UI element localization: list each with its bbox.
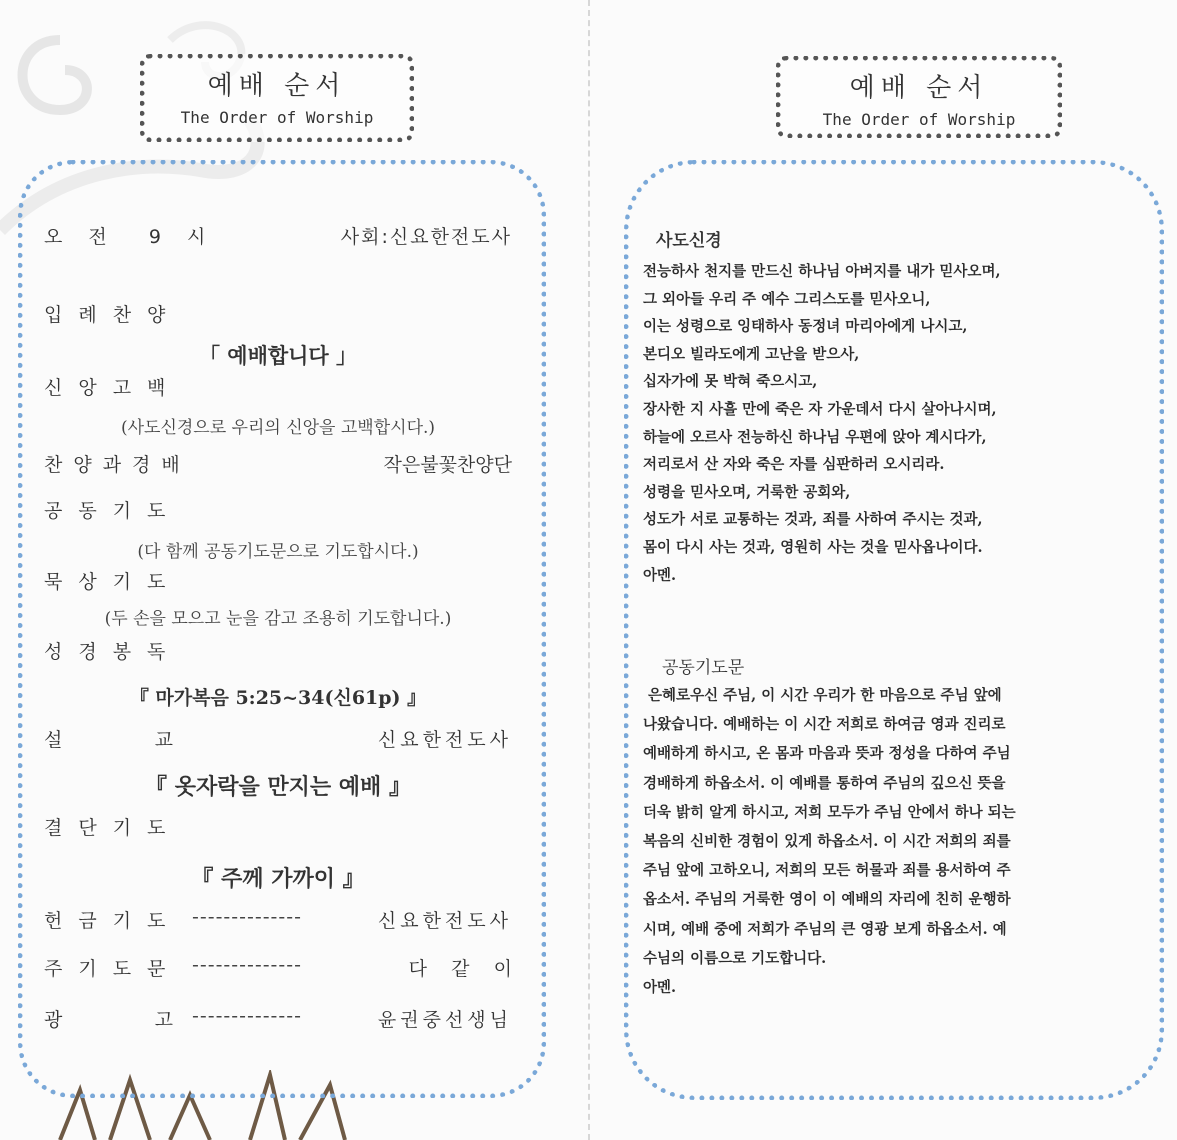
creed-line: 하늘에 오르사 전능하신 하나님 우편에 앉아 계시다가, [643,428,987,446]
sermon-row [44,725,512,752]
creed-line: 십자가에 못 박혀 죽으시고, [643,373,818,391]
creed-line: 전능하사 천지를 만드신 하나님 아버지를 내가 믿사오며, [643,263,1001,280]
common-prayer-text [643,681,1143,1002]
prayer-line: 더욱 밝히 알게 하시고, 저희 모두가 주님 안에서 하나 되는 [643,803,1016,821]
offering-leader: 신요한전도사 [377,910,512,932]
creed-row [44,373,512,400]
sermon-title: 『 옷자락을 만지는 예배 』 [145,774,411,800]
prayer-line: 은혜로우신 주님, 이 시간 우리가 한 마음으로 주님 앞에 [643,687,1002,704]
scripture-passage: 『 마가복음 5:25~34(신61p) 』 [129,687,427,709]
common-prayer-note: (다 함께 공동기도문으로 기도합시다.) [137,542,419,562]
prayer-line: 아멘. [643,979,677,997]
offering-label: 헌금기도 [44,910,182,932]
creed-line: 본디오 빌라도에게 고난을 받으사, [643,345,860,363]
offering-row [44,906,512,933]
silent-prayer-note: (두 손을 모으고 눈을 감고 조용히 기도합니다.) [104,609,452,629]
prayer-line: 나왔습니다. 예배하는 이 시간 저희로 하여금 영과 진리로 [643,716,1006,734]
decision-hymn: 『 주께 가까이 』 [191,866,365,892]
silent-prayer-row [44,567,512,594]
prayer-line: 시며, 예배 중에 저희가 주님의 큰 영광 보게 하옵소서. 예 [643,920,1007,938]
service-time-label: 오 전 9 시 [44,226,216,248]
prayer-line: 수님의 이름으로 기도합니다. [643,949,827,967]
creed-note: (사도신경으로 우리의 신앙을 고백합시다.) [120,418,436,438]
left-title-box [140,54,414,142]
announcement-label: 광 고 [44,1009,181,1031]
right-title-box [776,56,1062,138]
creed-line: 장사한 지 사흘 만에 죽은 자 가운데서 다시 살아나시며, [643,400,997,418]
creed-line: 몸이 다시 사는 것과, 영원히 사는 것을 믿사옵나이다. [643,538,983,556]
creed-line: 그 외아들 우리 주 예수 그리스도를 믿사오니, [643,290,931,308]
lords-prayer-row [44,954,512,981]
prelude-hymn: 「 예배합니다 」 [198,343,358,368]
left-title-english: The Order of Worship [180,108,374,127]
prayer-line: 옵소서. 주님의 거룩한 영이 이 예배의 자리에 친히 운행하 [643,891,1011,909]
sermon-label: 설 교 [44,729,181,751]
preacher-value: 신요한전도사 [377,729,512,751]
scripture-label: 성경봉독 [44,641,182,663]
prelude-label: 입례찬양 [44,304,182,326]
creed-line: 성령을 믿사오며, 거룩한 공회와, [643,483,851,501]
creed-line: 이는 성령으로 잉태하사 동정녀 마리아에게 나시고, [643,318,968,336]
right-title-korean: 예배 순서 [849,73,989,103]
prayer-line: 주님 앞에 고하오니, 저희의 모든 허물과 죄를 용서하여 주 [643,862,1011,880]
creed-line: 저리로서 산 자와 죽은 자를 심판하러 오시리라. [643,456,945,474]
common-prayer-label: 공동기도 [44,500,182,522]
praise-label: 찬양과경배 [44,454,191,476]
prelude-row [44,300,512,327]
offering-dashes: -------------- [192,906,302,928]
apostles-creed-heading: 사도신경 [656,231,722,251]
apostles-creed-text [643,258,1143,589]
prayer-line: 예배하게 하시고, 온 몸과 마음과 뜻과 정성을 다하여 주님 [643,745,1011,763]
scripture-row [44,637,512,664]
lords-prayer-leader: 다 같 이 [408,958,512,980]
creed-line: 아멘. [643,566,677,584]
praise-row [44,450,512,477]
lords-prayer-label: 주기도문 [44,958,182,980]
praise-leader: 작은불꽃찬양단 [383,454,512,476]
left-title-korean: 예배 순서 [207,71,347,101]
announcement-leader: 윤권중선생님 [377,1009,512,1031]
creed-line: 성도가 서로 교통하는 것과, 죄를 사하여 주시는 것과, [643,511,983,529]
service-time-row [44,222,512,249]
silent-prayer-label: 묵상기도 [44,571,182,593]
creed-label: 신앙고백 [44,377,182,399]
announcement-dashes: -------------- [192,1005,302,1027]
common-prayer-row [44,496,512,523]
lords-prayer-dashes: -------------- [192,954,302,976]
decision-prayer-label: 결단기도 [44,817,182,839]
right-title-english: The Order of Worship [822,110,1016,129]
prayer-line: 복음의 신비한 경험이 있게 하옵소서. 이 시간 저희의 죄를 [643,833,1011,851]
decision-prayer-row [44,813,512,840]
announcement-row [44,1005,512,1032]
presider-value: 사회:신요한전도사 [340,226,512,248]
page-fold [588,0,590,1140]
prayer-line: 경배하게 하옵소서. 이 예배를 통하여 주님의 깊으신 뜻을 [643,774,1006,792]
common-prayer-heading: 공동기도문 [662,658,745,678]
